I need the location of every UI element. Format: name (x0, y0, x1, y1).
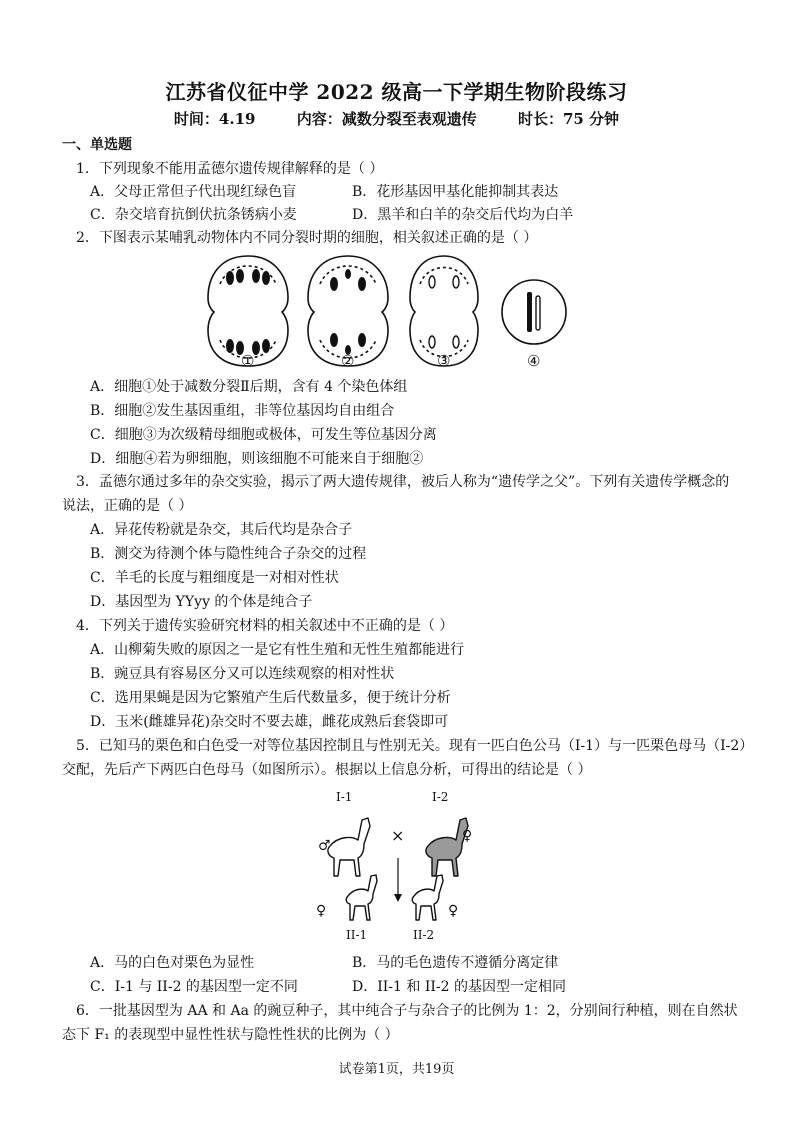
q3-option-a: A．异花传粉就是杂交，其后代均是杂合子 (90, 522, 353, 538)
q3-option-d: D．基因型为 YYyy 的个体是纯合子 (90, 594, 313, 610)
cell-4-membrane (502, 280, 566, 344)
horse-ii1-shape (346, 875, 377, 920)
q1-option-d: D．黑羊和白羊的杂交后代均为白羊 (352, 207, 574, 223)
q2-stem: 2．下图表示某哺乳动物体内不同分裂时期的细胞，相关叙述正确的是（ ） (76, 230, 538, 246)
q4-option-a: A．山柳菊失败的原因之一是它有性生殖和无性生殖都能进行 (90, 642, 465, 658)
q3-option-b: B．测交为待测个体与隐性纯合子杂交的过程 (90, 546, 367, 562)
q3-stem-line1: 3．孟德尔通过多年的杂交实验，揭示了两大遗传规律，被后人称为“遗传学之父”。下列有关遗传学概念的 (76, 474, 730, 490)
q5-stem-line2: 交配，先后产下两匹白色母马（如图所示）。根据以上信息分析，可得出的结论是（ ） (62, 762, 592, 778)
cross-symbol: × (391, 826, 405, 845)
pedigree-arrow-head (394, 894, 402, 902)
q4-option-b: B．豌豆具有容易区分又可以连续观察的相对性状 (90, 666, 395, 682)
cell-label-1: ① (241, 352, 255, 370)
q5-option-a: A．马的白色对栗色为显性 (90, 955, 255, 971)
cell-3-spindle-top (420, 268, 468, 285)
horse-ii2-sex-symbol: ♀ (448, 903, 459, 919)
exam-time: 时间：4.19 (173, 110, 256, 128)
cell-label-2: ② (341, 352, 355, 370)
q1-option-c: C．杂交培育抗倒伏抗条锈病小麦 (90, 207, 297, 223)
q2-option-d: D．细胞④若为卵细胞，则该细胞不可能来自于细胞② (90, 451, 424, 467)
horse-label-ii1: II-1 (346, 928, 368, 942)
q3-stem-line2: 说法，正确的是（ ） (62, 498, 193, 514)
horse-i2-sex-symbol: ♀ (462, 828, 473, 844)
q2-option-b: B．细胞②发生基因重组，非等位基因均自由组合 (90, 403, 395, 419)
q6-stem-line2: 态下 F₁ 的表现型中显性性状与隐性性状的比例为（ ） (62, 1027, 399, 1043)
exam-subtitle (0, 108, 793, 129)
q5-option-d: D．II-1 和 II-2 的基因型一定相同 (352, 979, 566, 995)
horse-ii2-shape (412, 875, 443, 920)
q3-option-c: C．羊毛的长度与粗细度是一对相对性状 (90, 570, 339, 586)
cell-division-figure (200, 248, 570, 378)
horse-i1-shape (328, 818, 370, 876)
q4-option-c: C．选用果蝇是因为它繁殖产生后代数量多，便于统计分析 (90, 690, 451, 706)
page-footer: 试卷第1页，共19页 (338, 1062, 455, 1077)
horse-i2-shape (426, 818, 468, 876)
q2-option-c: C．细胞③为次级精母细胞或极体，可发生等位基因分离 (90, 427, 437, 443)
q5-option-c: C．I-1 与 II-2 的基因型一定不同 (90, 979, 298, 995)
exam-duration: 时长：75 分钟 (517, 110, 620, 128)
horse-label-ii2: II-2 (413, 928, 435, 942)
cell-1-membrane (208, 256, 288, 366)
horse-pedigree-figure (316, 806, 486, 926)
q4-option-d: D．玉米(雌雄异花)杂交时不要去雄，雌花成熟后套袋即可 (90, 714, 449, 730)
q4-stem: 4．下列关于遗传实验研究材料的相关叙述中不正确的是（ ） (76, 618, 454, 634)
horse-label-i1: I-1 (336, 790, 353, 804)
cell-3-membrane (410, 256, 478, 366)
cell-label-3: ③ (437, 352, 451, 370)
q1-stem: 1．下列现象不能用孟德尔遗传规律解释的是（ ） (76, 161, 384, 177)
q5-option-b: B．马的毛色遗传不遵循分离定律 (352, 955, 559, 971)
exam-content: 内容：减数分裂至表观遗传 (296, 110, 477, 128)
horse-label-i2: I-2 (432, 790, 449, 804)
q1-option-a: A．父母正常但子代出现红绿色盲 (90, 184, 297, 200)
q5-stem-line1: 5．已知马的栗色和白色受一对等位基因控制且与性别无关。现有一匹白色公马（I-1）与一匹栗色母马（I-2） (76, 738, 754, 754)
q2-option-a: A．细胞①处于减数分裂Ⅱ后期，含有 4 个染色体组 (90, 379, 408, 395)
section-heading: 一、单选题 (62, 137, 132, 153)
exam-title: 江苏省仪征中学 2022 级高一下学期生物阶段练习 (165, 80, 628, 104)
q1-option-b: B．花形基因甲基化能抑制其表达 (352, 184, 559, 200)
horse-i1-sex-symbol: ♂ (318, 838, 331, 854)
cell-label-4: ④ (527, 352, 541, 370)
horse-ii1-sex-symbol: ♀ (316, 903, 327, 919)
q6-stem-line1: 6．一批基因型为 AA 和 Aa 的豌豆种子，其中纯合子与杂合子的比例为 1：2，分别间行种植，则在自然状 (76, 1003, 738, 1019)
